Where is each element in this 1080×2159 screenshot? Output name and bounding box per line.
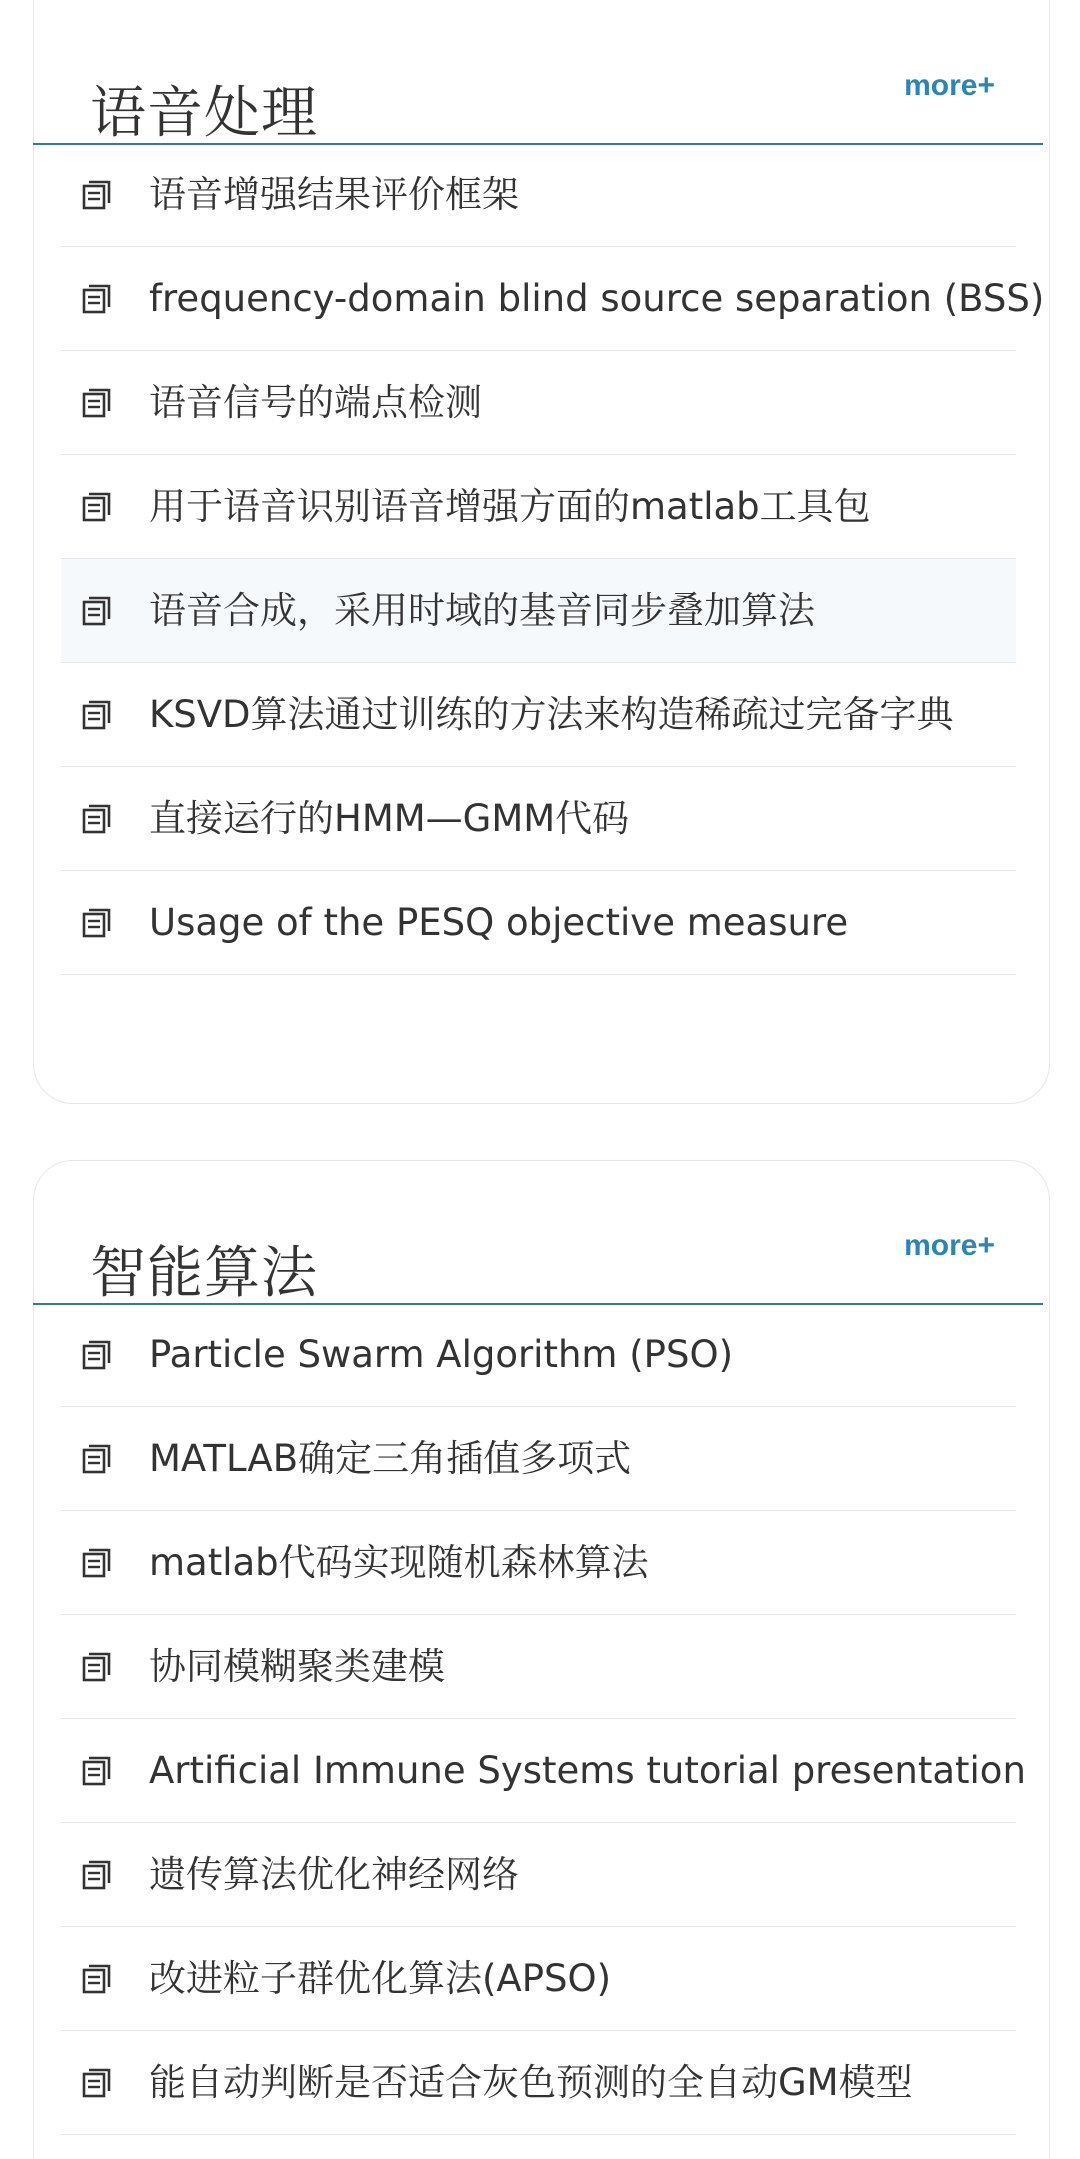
document-stack-icon: [82, 1548, 112, 1578]
section-title: 语音处理: [90, 81, 318, 147]
section-card-intelligent-algorithms: [33, 1160, 1050, 2159]
document-stack-icon: [82, 284, 112, 314]
document-stack-icon: [82, 1444, 112, 1474]
list-item[interactable]: [61, 1407, 1016, 1511]
section-card-speech-processing: [33, 0, 1050, 1104]
list-item-link[interactable]: Usage of the PESQ objective measure: [149, 901, 849, 944]
list-item-link[interactable]: KSVD算法通过训练的方法来构造稀疏过完备字典: [149, 693, 954, 736]
document-stack-icon: [82, 1964, 112, 1994]
list-item[interactable]: [61, 351, 1016, 455]
section-title: 智能算法: [90, 1241, 318, 1307]
document-stack-icon: [82, 596, 112, 626]
list-item-link[interactable]: 直接运行的HMM—GMM代码: [149, 797, 630, 840]
more-link[interactable]: more+: [904, 69, 995, 102]
section-header: [33, 1, 1043, 145]
list-item[interactable]: [61, 1615, 1016, 1719]
document-stack-icon: [82, 700, 112, 730]
list-item[interactable]: [61, 871, 1016, 975]
list-item[interactable]: [61, 767, 1016, 871]
list-item-link[interactable]: Particle Swarm Algorithm (PSO): [149, 1333, 734, 1376]
document-stack-icon: [82, 492, 112, 522]
document-stack-icon: [82, 804, 112, 834]
list-item[interactable]: [61, 1719, 1026, 1823]
more-link[interactable]: more+: [904, 1229, 995, 1262]
list-item-link[interactable]: 用于语音识别语音增强方面的matlab工具包: [149, 485, 871, 528]
list-item[interactable]: [61, 455, 1016, 559]
list-item[interactable]: [61, 2031, 1016, 2135]
list-item-link[interactable]: Artificial Immune Systems tutorial presentation: [149, 1749, 1026, 1792]
list-item[interactable]: [61, 559, 1016, 663]
document-stack-icon: [82, 1340, 112, 1370]
document-stack-icon: [82, 1756, 112, 1786]
list-item[interactable]: [61, 247, 1045, 351]
list-item[interactable]: [61, 663, 1016, 767]
document-stack-icon: [82, 1860, 112, 1890]
list-item[interactable]: [61, 1511, 1016, 1615]
list-item-link[interactable]: 语音增强结果评价框架: [149, 173, 519, 216]
article-list: [61, 1303, 1026, 2135]
list-item-link[interactable]: 遗传算法优化神经网络: [149, 1853, 519, 1896]
list-item-link[interactable]: 语音信号的端点检测: [149, 381, 482, 424]
list-item-link[interactable]: matlab代码实现随机森林算法: [149, 1541, 649, 1584]
list-item-link[interactable]: 协同模糊聚类建模: [149, 1645, 445, 1688]
document-stack-icon: [82, 1652, 112, 1682]
list-item-link[interactable]: frequency-domain blind source separation (BSS): [149, 277, 1045, 320]
list-item[interactable]: [61, 1303, 1016, 1407]
document-stack-icon: [82, 180, 112, 210]
document-stack-icon: [82, 908, 112, 938]
document-stack-icon: [82, 2068, 112, 2098]
list-item[interactable]: [61, 1823, 1016, 1927]
document-stack-icon: [82, 388, 112, 418]
list-item[interactable]: [61, 143, 1016, 247]
list-item-link[interactable]: 能自动判断是否适合灰色预测的全自动GM模型: [149, 2061, 913, 2104]
section-header: [33, 1161, 1043, 1305]
list-item[interactable]: [61, 1927, 1016, 2031]
list-item-link[interactable]: MATLAB确定三角插值多项式: [149, 1437, 632, 1480]
list-item-link[interactable]: 语音合成，采用时域的基音同步叠加算法: [149, 589, 815, 632]
article-list: [61, 143, 1045, 975]
list-item-link[interactable]: 改进粒子群优化算法(APSO): [149, 1957, 612, 2000]
